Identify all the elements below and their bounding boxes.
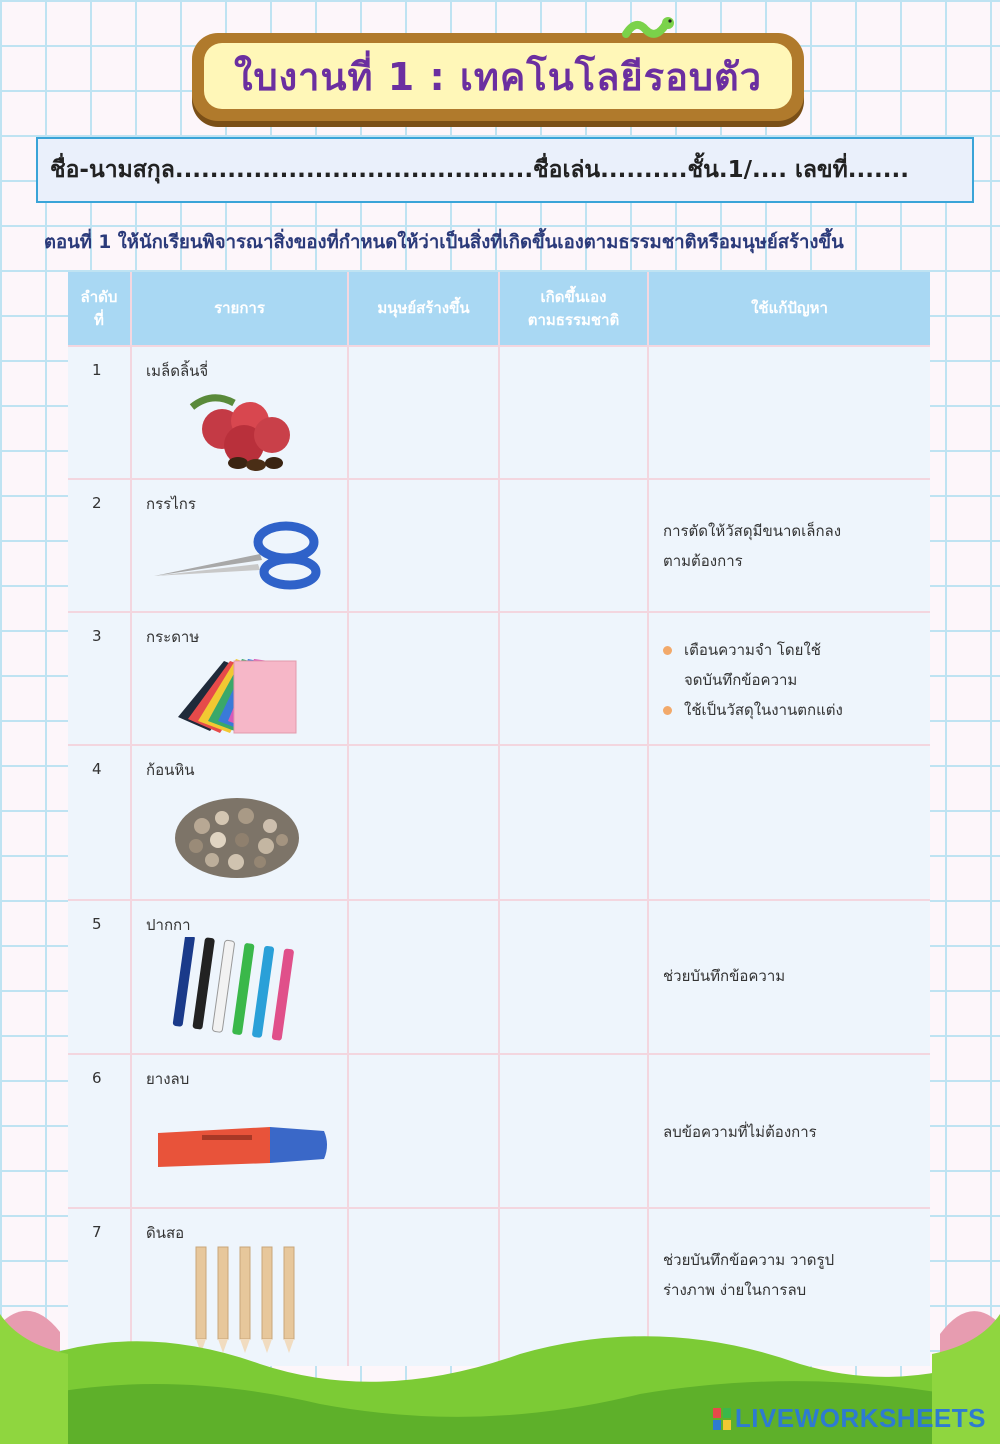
item-name: ปากกา	[146, 916, 191, 934]
table-row	[68, 1053, 930, 1207]
header-human-made: มนุษย์สร้างขึ้น	[349, 272, 500, 345]
worksheet-title: ใบงานที่ 1 : เทคโนโลยีรอบตัว	[233, 54, 763, 99]
human-made-answer-1[interactable]	[349, 347, 500, 478]
table-row	[68, 744, 930, 899]
paper-stack-icon	[174, 647, 304, 737]
table-row	[68, 478, 930, 611]
natural-answer-6[interactable]	[500, 1055, 649, 1207]
student-info-box[interactable]	[36, 137, 974, 203]
watermark-text: LIVEWORKSHEETS	[734, 1403, 986, 1433]
scissors-icon	[150, 520, 330, 590]
solution-text: การตัดให้วัสดุมีขนาดเล็กลง ตามต้องการ	[663, 522, 842, 570]
solution-text: ช่วยบันทึกข้อความ	[663, 967, 786, 985]
human-made-answer-2[interactable]	[349, 480, 500, 611]
table-row	[68, 899, 930, 1053]
worm-icon	[622, 14, 678, 40]
human-made-answer-5[interactable]	[349, 901, 500, 1053]
title-board	[192, 33, 804, 121]
row-number: 7	[92, 1223, 102, 1241]
natural-answer-2[interactable]	[500, 480, 649, 611]
solution-text: ลบข้อความที่ไม่ต้องการ	[663, 1123, 817, 1141]
item-name: เมล็ดลิ้นจี่	[146, 362, 209, 380]
human-made-answer-6[interactable]	[349, 1055, 500, 1207]
table-row	[68, 345, 930, 478]
eraser-icon	[152, 1121, 332, 1171]
row-number: 4	[92, 760, 102, 778]
instruction-text: ตอนที่ 1 ให้นักเรียนพิจารณาสิ่งของที่กำหนดให้ว่าเป็นสิ่งที่เกิดขึ้นเองตามธรรมชาติหรือมนุษย์สร้างขึ้น	[44, 232, 844, 253]
item-name: ดินสอ	[146, 1224, 185, 1242]
header-natural: เกิดขึ้นเอง ตามธรรมชาติ	[500, 272, 649, 345]
row-number: 5	[92, 915, 102, 933]
liveworksheets-badge-icon	[713, 1408, 731, 1430]
human-made-answer-4[interactable]	[349, 746, 500, 899]
rock-pile-icon	[172, 796, 302, 880]
row-number: 2	[92, 494, 102, 512]
student-info-line: ชื่อ-นามสกุล.........................................ชื่อเล่น..........ชั้น.1/.... เลขที่.......	[50, 157, 909, 183]
natural-answer-4[interactable]	[500, 746, 649, 899]
item-name: ยางลบ	[146, 1070, 190, 1088]
item-name: กรรไกร	[146, 495, 196, 513]
row-number: 3	[92, 627, 102, 645]
worksheet-table	[68, 272, 930, 1366]
row-number: 1	[92, 361, 102, 379]
title-inner	[204, 43, 792, 109]
pens-icon	[168, 937, 318, 1045]
natural-answer-1[interactable]	[500, 347, 649, 478]
table-header-row	[68, 272, 930, 345]
header-solve-problem: ใช้แก้ปัญหา	[751, 299, 828, 318]
solution-list: เตือนความจำ โดยใช้ จดบันทึกข้อความ ใช้เป็นวัสดุในงานตกแต่ง	[663, 635, 920, 725]
natural-answer-3[interactable]	[500, 613, 649, 744]
lychee-seed-icon	[182, 385, 312, 473]
row-number: 6	[92, 1069, 102, 1087]
solution-text: ช่วยบันทึกข้อความ วาดรูป ร่างภาพ ง่ายในการลบ	[663, 1251, 835, 1299]
header-no: ลำดับ ที่	[68, 272, 132, 345]
liveworksheets-logo	[713, 1403, 986, 1434]
human-made-answer-3[interactable]	[349, 613, 500, 744]
header-item: รายการ	[132, 272, 349, 345]
item-name: ก้อนหิน	[146, 761, 195, 779]
item-name: กระดาษ	[146, 628, 200, 646]
natural-answer-5[interactable]	[500, 901, 649, 1053]
table-row	[68, 611, 930, 744]
